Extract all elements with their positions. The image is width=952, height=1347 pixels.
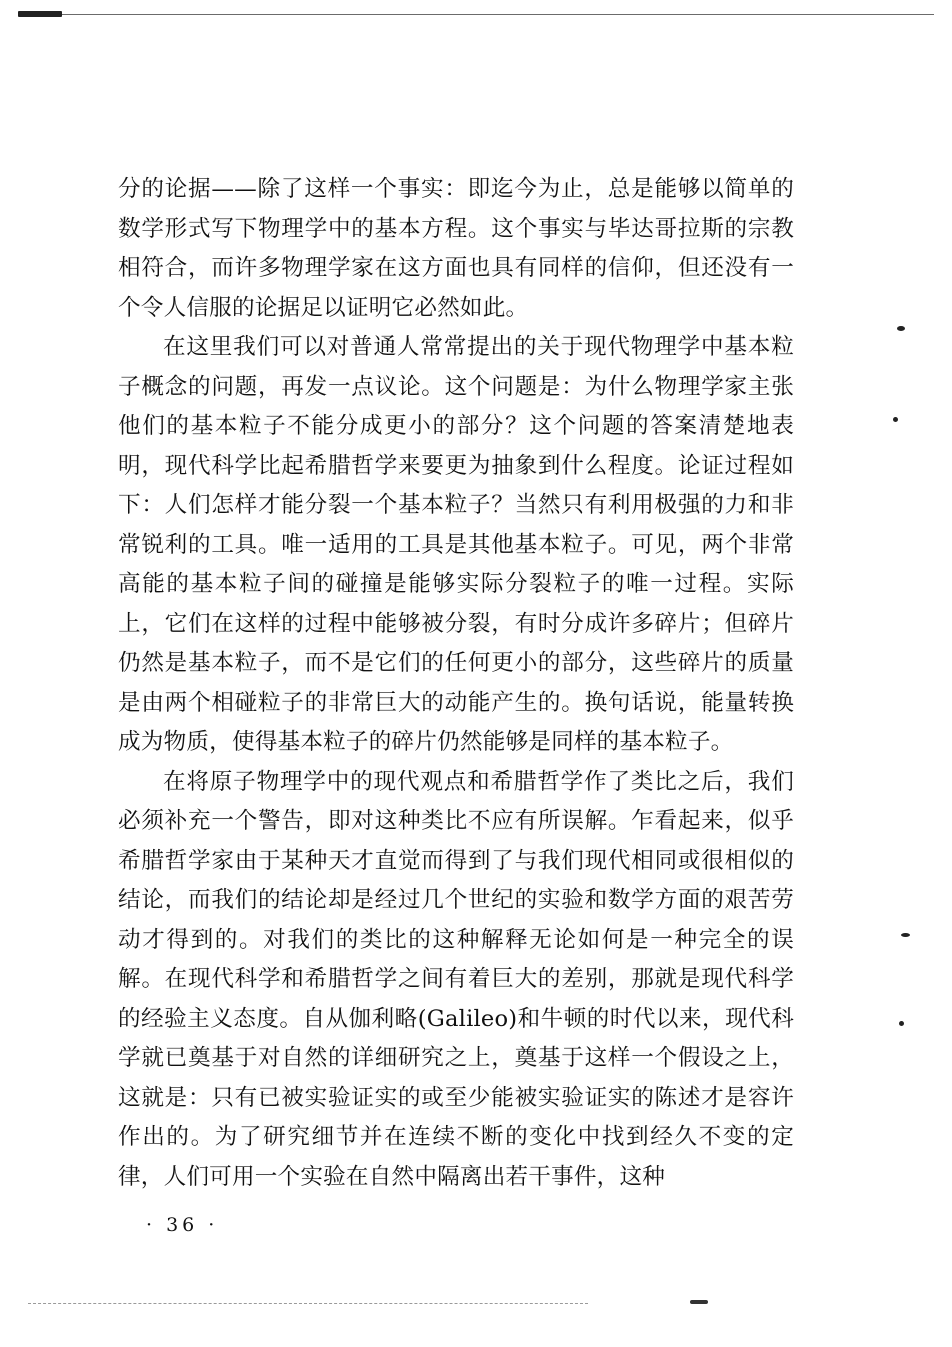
scan-speck [899, 1021, 904, 1026]
scan-speck [893, 417, 898, 422]
top-edge-rule [18, 14, 934, 15]
bottom-edge-rule [28, 1303, 588, 1305]
paragraph-3: 在将原子物理学中的现代观点和希腊哲学作了类比之后，我们必须补充一个警告，即对这种类比不应有所误解。乍看起来，似乎希腊哲学家由于某种天才直觉而得到了与我们现代相同或很相似的结论，而我们的结论却是经过几个世纪的实验和数学方面的艰苦劳动才得到的。对我们的类比的这种解释无论如何是一种完全的误解。在现代科学和希腊哲学之间有着巨大的差别，那就是现代科学的经验主义态度。自从伽利略(Galileo)和牛顿的时代以来，现代科学就已奠基于对自然的详细研究之上，奠基于这样一个假设之上，这就是：只有已被实验证实的或至少能被实验证实的陈述才是容许作出的。为了研究细节并在连续不断的变化中找到经久不变的定律，人们可用一个实验在自然中隔离出若干事件，这种 [118, 768, 794, 1190]
page-number: · 36 · [146, 1214, 219, 1236]
top-edge-mark [18, 11, 62, 17]
scan-blot [690, 1300, 708, 1304]
paragraph-1: 分的论据——除了这样一个事实：即迄今为止，总是能够以简单的数学形式写下物理学中的基本方程。这个事实与毕达哥拉斯的宗教相符合，而许多物理学家在这方面也具有同样的信仰，但还没有一个令人信服的论据足以证明它必然如此。 [118, 176, 794, 321]
body-text [118, 170, 794, 1197]
scan-speck [897, 326, 905, 331]
scan-speck [901, 933, 910, 937]
paragraph-2: 在这里我们可以对普通人常常提出的关于现代物理学中基本粒子概念的问题，再发一点议论。这个问题是：为什么物理学家主张他们的基本粒子不能分成更小的部分？这个问题的答案清楚地表明，现代科学比起希腊哲学来要更为抽象到什么程度。论证过程如下：人们怎样才能分裂一个基本粒子？当然只有利用极强的力和非常锐利的工具。唯一适用的工具是其他基本粒子。可见，两个非常高能的基本粒子间的碰撞是能够实际分裂粒子的唯一过程。实际上，它们在这样的过程中能够被分裂，有时分成许多碎片；但碎片仍然是基本粒子，而不是它们的任何更小的部分，这些碎片的质量是由两个相碰粒子的非常巨大的动能产生的。换句话说，能量转换成为物质，使得基本粒子的碎片仍然能够是同样的基本粒子。 [118, 334, 794, 755]
